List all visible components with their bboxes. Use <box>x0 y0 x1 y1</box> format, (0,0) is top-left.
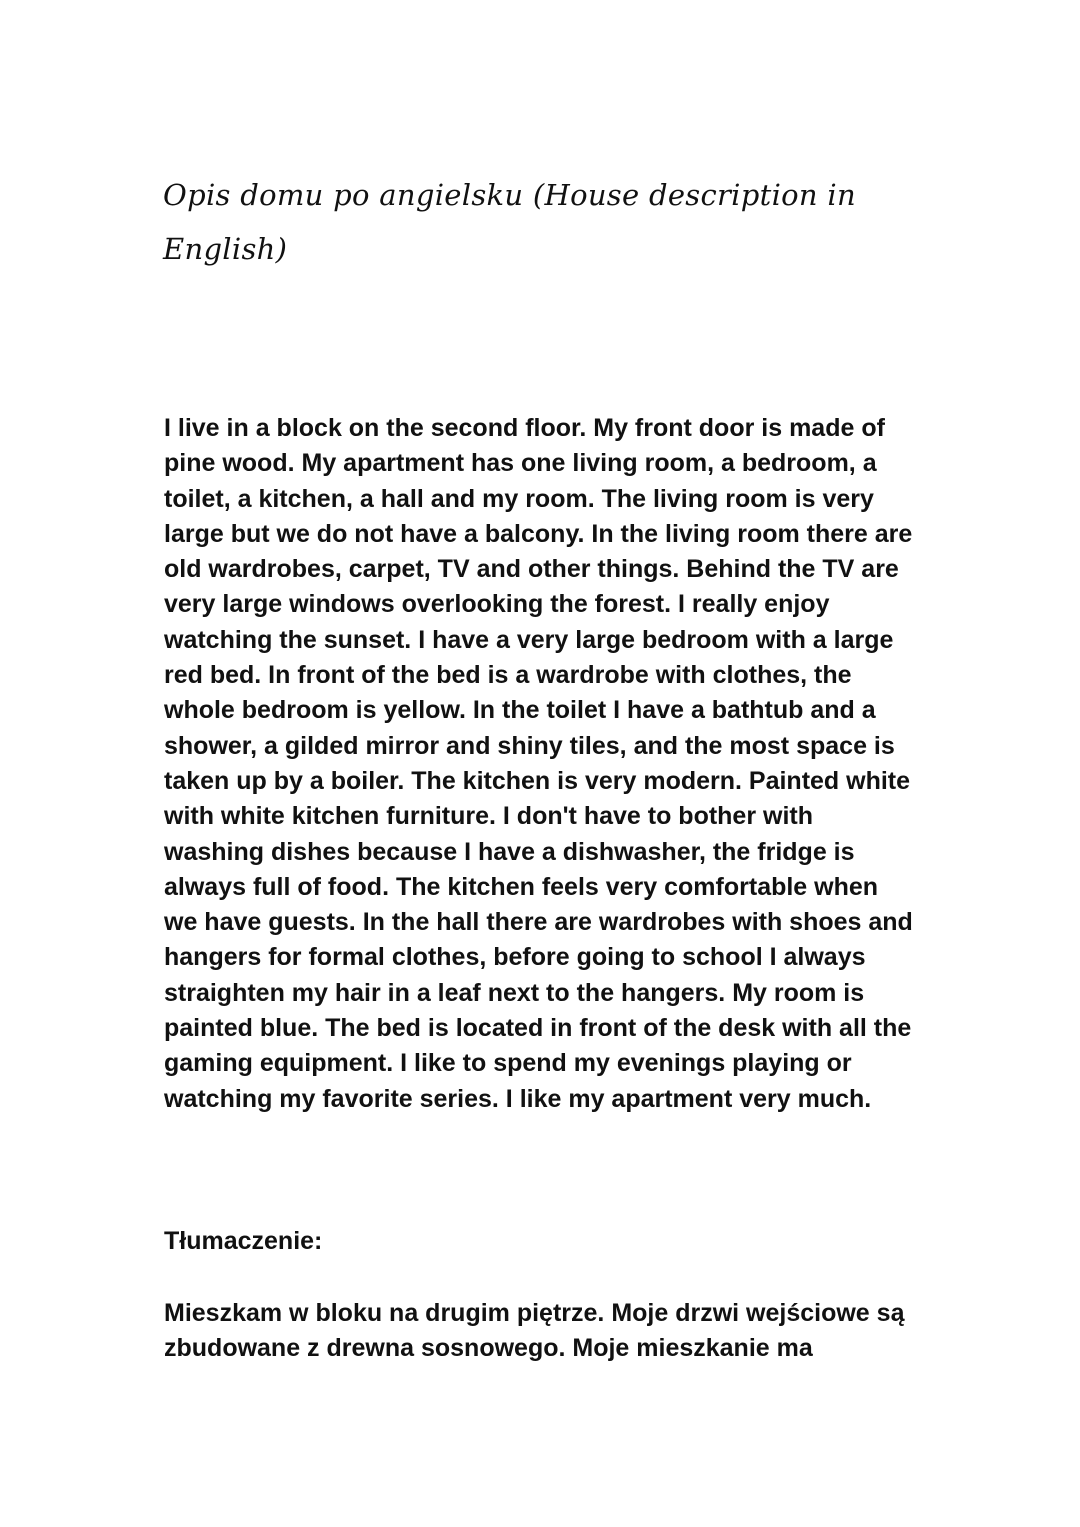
translation-heading: Tłumaczenie: <box>164 1227 323 1255</box>
english-paragraph: I live in a block on the second floor. My front door is made of pine wood. My apartment has one living room, a bedroom, a toilet, a kitchen, a hall and my room. The living room is very large but we do not have a balcony. In the living room there are old wardrobes, carpet, TV and other things. Behind the TV are very large windows overlooking the forest. I really enjoy watching the sunset. I have a very large bedroom with a large red bed. In front of the bed is a wardrobe with clothes, the whole bedroom is yellow. In the toilet I have a bathtub and a shower, a gilded mirror and shiny tiles, and the most space is taken up by a boiler. The kitchen is very modern. Painted white with white kitchen furniture. I don't have to bother with washing dishes because I have a dishwasher, the fridge is always full of food. The kitchen feels very comfortable when we have guests. In the hall there are wardrobes with shoes and hangers for formal clothes, before going to school I always straighten my hair in a leaf next to the hangers. My room is painted blue. The bed is located in front of the desk with all the gaming equipment. I like to spend my evenings playing or watching my favorite series. I like my apartment very much. <box>164 414 913 1113</box>
document-title: Opis domu po angielsku (House description in English) <box>163 178 856 266</box>
polish-paragraph: Mieszkam w bloku na drugim piętrze. Moje drzwi wejściowe są zbudowane z drewna sosnowego. Moje mieszkanie ma <box>164 1299 905 1363</box>
